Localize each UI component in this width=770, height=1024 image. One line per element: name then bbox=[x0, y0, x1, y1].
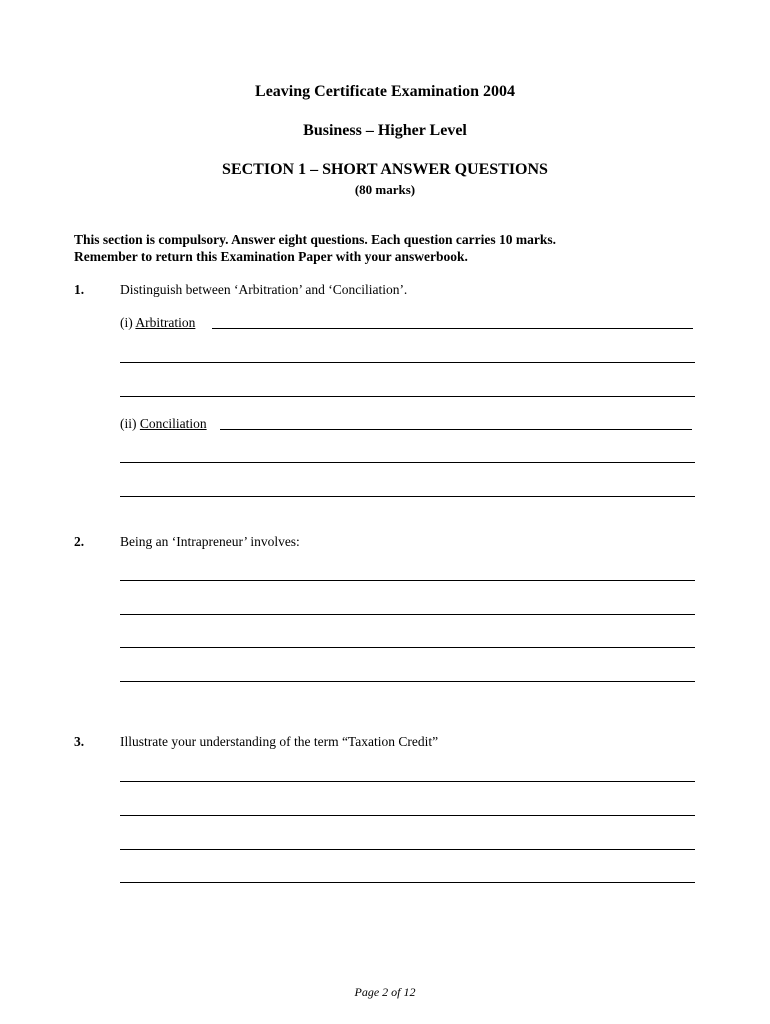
question-2-number: 2. bbox=[74, 534, 85, 549]
answer-line[interactable] bbox=[120, 882, 695, 883]
question-1-part-ii-label bbox=[120, 416, 207, 432]
answer-line[interactable] bbox=[212, 328, 693, 329]
answer-line[interactable] bbox=[120, 396, 695, 397]
section-marks: (80 marks) bbox=[354, 182, 416, 197]
answer-line[interactable] bbox=[120, 647, 695, 648]
answer-line[interactable] bbox=[120, 580, 695, 581]
exam-title: Leaving Certificate Examination 2004 bbox=[255, 83, 515, 100]
instructions-line-2: Remember to return this Examination Paper with your answerbook. bbox=[74, 249, 468, 264]
answer-line[interactable] bbox=[120, 462, 695, 463]
page-number: Page 2 of 12 bbox=[354, 985, 416, 999]
answer-line[interactable] bbox=[220, 429, 692, 430]
answer-line[interactable] bbox=[120, 815, 695, 816]
answer-line[interactable] bbox=[120, 681, 695, 682]
question-2-text: Being an ‘Intrapreneur’ involves: bbox=[120, 534, 300, 549]
instructions-line-1: This section is compulsory. Answer eight questions. Each question carries 10 marks. bbox=[74, 232, 557, 247]
answer-line[interactable] bbox=[120, 496, 695, 497]
question-1-text: Distinguish between ‘Arbitration’ and ‘Conciliation’. bbox=[120, 282, 408, 297]
answer-line[interactable] bbox=[120, 781, 695, 782]
part-i-word: Arbitration bbox=[135, 315, 196, 330]
part-i-prefix: (i) bbox=[120, 315, 136, 330]
answer-line[interactable] bbox=[120, 849, 695, 850]
question-1-number: 1. bbox=[74, 282, 85, 297]
question-3-number: 3. bbox=[74, 734, 85, 749]
question-1-part-i-label bbox=[120, 315, 195, 331]
question-3-text: Illustrate your understanding of the term “Taxation Credit” bbox=[120, 734, 439, 749]
instructions bbox=[74, 231, 556, 265]
part-ii-prefix: (ii) bbox=[120, 416, 140, 431]
subject-title: Business – Higher Level bbox=[303, 122, 467, 139]
answer-line[interactable] bbox=[120, 614, 695, 615]
part-ii-word: Conciliation bbox=[139, 416, 207, 431]
section-title: SECTION 1 – SHORT ANSWER QUESTIONS bbox=[222, 161, 548, 178]
answer-line[interactable] bbox=[120, 362, 695, 363]
